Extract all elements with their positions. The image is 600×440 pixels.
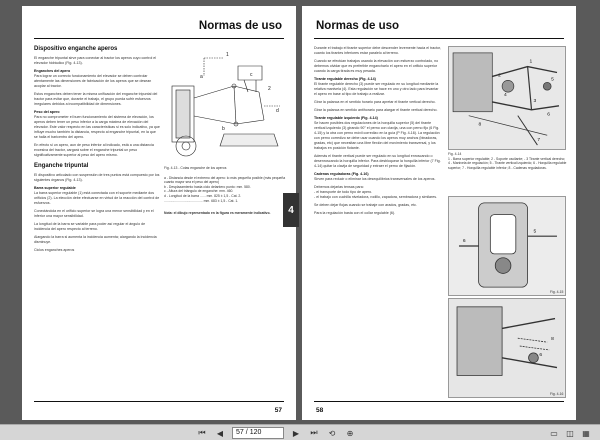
svg-text:7: 7 (537, 138, 541, 144)
figure-legend-item: ......................................... mm. 683 ± 1,5 - Cat. 1. (164, 198, 239, 203)
paragraph: El dispositivo articulado con suspensión de tres puntos está compuesto por los siguientes órganos (Fig. 4-13). (34, 173, 160, 182)
svg-text:8: 8 (478, 122, 482, 128)
paragraph: Sirven para reducir o eliminar los desequilibrios transversales de los aperos. (314, 177, 436, 181)
page-separator: / (245, 429, 248, 436)
figure-4-16-drawing (449, 299, 565, 397)
figure-legend-item: a - Distancia desde el extremo del apero: lo más pequeña posible (más pequeña cuanto mayor sea el peso del apero) (164, 175, 286, 185)
subsection-title: Enganches del apero (34, 69, 71, 73)
figure-4-14-drawing (449, 47, 565, 149)
figure-4-15-drawing (449, 197, 565, 295)
first-page-button[interactable] (196, 427, 208, 439)
figure-4-15-photo (448, 196, 566, 296)
figure-legend: 1 - Barra superior regulable; 2 - Soporte oscilante; - 3 Tirante vertical derecho; 4 - Manivela de regulación; 5 - Tirante vertical izquierdo; 6 - Horquilla regulable superior; 7 - Horquilla regulable inferior; 8 - Cadenas reguladoras. (448, 156, 567, 170)
paragraph: Para no comprometer el buen funcionamiento del sistema de elevación, los aperos deben tener un peso inferior a la carga máxima de elevación del elevador. Este valor respecto en las características si es solo indicativo, ya que influye mucho también la distancia, respecto al enganche tripuntal, en la que se halla el baricentro del apero. (34, 115, 160, 139)
list-item: - el transporte de todo tipo de apero. (314, 190, 373, 194)
figure-legend-item: b - Desplazamiento hasta ciclo delantero punto: mm. 580. (164, 184, 251, 189)
paragraph: Se deben dejar flojas cuando se trabaje con arados, gradas, etc. (314, 203, 417, 207)
page-number-field[interactable] (232, 427, 284, 439)
figure-note: Nota: el dibujo representado en la figura es meramente indicativo. (164, 211, 271, 216)
paragraph: Estos enganches deben tener la misma unificación del enganche tripuntal del tractor para evitar que, durante el trabajo, el grupo pueda sufrir esfuerzos irregulares debidos a incompatibilidad de dimensiones. (34, 92, 158, 106)
svg-text:6: 6 (547, 112, 550, 118)
svg-text:5: 5 (551, 77, 554, 83)
figure-legend-item: c - Altura del triángulo de enganche: mm. 460. (164, 189, 234, 194)
subsection-title: Tirante regulable izquierdo (Fig. 4-14) (314, 116, 378, 120)
zoom-in-button[interactable] (344, 427, 356, 439)
figure-caption-block (164, 166, 288, 216)
paragraph: Además el tirante vertical puede ser regulado en su longitud enroscando o desenroscando la horquilla inferior. Para desbloquear la horquilla inferior (7 Fig. 4-14) quitar la clavija de seguridad y extraer el perno de fijación. (314, 154, 441, 168)
paragraph: Conectándola en el orificio superior se logra una menor sensibilidad y en el inferior una mayor sensibilidad. (34, 209, 154, 218)
svg-text:4: 4 (504, 93, 507, 99)
subsection-title: Barra superior regulable (34, 186, 76, 190)
next-page-button[interactable] (290, 427, 302, 439)
two-page-icon: ◫ (566, 428, 574, 438)
paragraph: Ciclos enganches aperos (34, 248, 75, 252)
paragraph: Para lograr un correcto funcionamiento del elevador se deben controlar atentamente las dimensiones de fabricación de los aperos que se desean acoplar al tractor. (34, 74, 152, 88)
paragraph: El enganche tripuntal sirve para conectar al tractor los aperos cuyo control el elevador hidráulico (Fig. 4-13). (34, 56, 157, 65)
fit-width-button[interactable] (580, 427, 592, 439)
svg-text:b: b (222, 126, 225, 132)
page-header: Normas de uso (316, 20, 400, 32)
figure-4-14-photo (448, 46, 566, 150)
rotate-button[interactable] (326, 427, 338, 439)
zoom-in-icon: ⊕ (346, 428, 354, 438)
viewer-toolbar (0, 424, 600, 440)
previous-page-button[interactable] (214, 427, 226, 439)
section-title: Dispositivo enganche aperos (34, 46, 118, 52)
figure-4-16-photo (448, 298, 566, 398)
paragraph: Cuando se efectúan trabajos usando la elevación con esfuerzo controlado, no debemos olvidar que es preferible engancharlo el apero en el orificio superior cuando la carga tirada es muy pesada. (314, 59, 439, 73)
first-page-icon: ⏮ (198, 428, 206, 437)
paragraph: Para la regulación basta con el collar regulable (6). (314, 211, 396, 215)
right-page (302, 6, 576, 420)
paragraph: Girar la palanca en sentido antihorario para alargar el tirante vertical derecho. (314, 108, 438, 112)
footer-rule (34, 401, 284, 402)
page-header: Normas de uso (198, 20, 282, 32)
header-rule (34, 38, 284, 39)
subsection-title: Cadenas reguladoras (Fig. 4-16) (314, 172, 369, 176)
left-page (22, 6, 296, 420)
paragraph: Durante el trabajo el tirante superior debe descender levemente hacia el tractor, cuanto los tirantes inferiores estar paralelo al terreno. (314, 46, 442, 55)
hitch-diagram-drawing (164, 46, 284, 162)
paragraph: La barra superior regulable (1) está conectada con el soporte mediante dos orificios (2). La elección debe efectuarse en virtud de la reacción del control de esfuerzos. (34, 191, 160, 205)
svg-text:8: 8 (551, 337, 554, 343)
figure-4-15-caption-block (550, 290, 574, 295)
paragraph: Girar la palanca en el sentido horario para apretar el tirante vertical derecho. (314, 100, 436, 104)
paragraph: El tirante regulable derecho (3) puede ser regulado en su longitud mediante la relativa manivela (4). Esta regulación se hace en uno y otro lado para levantar el apero en base al tipo de trabajo a realizar. (314, 82, 439, 96)
footer-rule (314, 401, 564, 402)
subsection-title: Peso del apero (34, 110, 60, 114)
paragraph: Debemos dejarlas tensas para: (314, 185, 364, 189)
paragraph: Se hacen posibles dos regulaciones de la horquilla superior (5) del tirante vertical izquierdo (3) girando 90° el perno con clavija, una con perno fijo (6 Fig. 4-15) y la otra con perno móvil corredizo en la guía (P Fig. 4-16). La regulación con perno corredizo se debe usar cuando los aperos muy anchos (binadoras, gradas, etc) que necesitan una libre flexión del movimiento transversal, y los trabajos en posición flotante. (314, 121, 440, 150)
svg-text:2: 2 (268, 86, 271, 92)
figure-caption: Fig. 4-15 (550, 290, 564, 294)
list-item: - el trabajo con cuchilla niveladora, rodillo, zapadora, sembradora y similares. (314, 195, 438, 199)
svg-text:3: 3 (533, 98, 537, 104)
current-page-input[interactable]: 57 (236, 429, 244, 436)
single-page-view-button[interactable] (548, 427, 560, 439)
next-page-icon: ▶ (292, 428, 300, 438)
paragraph: La longitud de la barra se variable para poder así regular el ángulo de incidencia del apero respecto al terreno. (34, 222, 146, 231)
last-page-button[interactable] (308, 427, 320, 439)
paragraph: Alargando la barra si aumenta la incidencia aumenta; alargando la incidencia disminuye. (34, 235, 157, 244)
two-page-view-button[interactable] (564, 427, 576, 439)
svg-text:6: 6 (539, 352, 543, 358)
subsection-title: Tirante regulable derecho (Fig. 4-14) (314, 77, 376, 81)
figure-caption: Fig. 4-14 (448, 152, 462, 156)
svg-text:2: 2 (498, 73, 501, 79)
svg-text:a: a (200, 74, 203, 80)
section-title: Enganche tripuntal (34, 163, 89, 169)
header-rule (314, 38, 564, 39)
figure-caption: Fig. 4-16 (550, 392, 564, 396)
svg-text:d: d (276, 108, 279, 114)
paragraph: En efecto si un apero, aun de peso inferior al indicado, está a una distancia excesiva del tractor, cargará sobre el enganche tripuntal un peso significativamente superior al peso del apero mismo. (34, 143, 154, 157)
svg-text:5: 5 (533, 229, 537, 235)
figure-4-14-caption-block (448, 152, 568, 170)
total-pages: 120 (249, 429, 262, 436)
left-column (34, 44, 160, 256)
fit-width-icon: ▦ (582, 428, 590, 438)
rotate-icon: ⟲ (328, 428, 336, 438)
svg-text:6: 6 (462, 239, 466, 245)
figure-legend-item: d - Longitud de la barra ...... mm. 825 ± 1,5 - Cat. 2. (164, 193, 242, 198)
page-number: 57 (274, 407, 282, 414)
figure-hitch-diagram (164, 46, 284, 162)
chapter-tab: 4 (283, 193, 299, 227)
figure-caption: Fig. 4-13 - Cotas enganche de los aperos (164, 166, 227, 170)
last-page-icon: ⏭ (310, 428, 318, 437)
svg-text:1: 1 (226, 52, 229, 58)
right-column (314, 46, 442, 219)
svg-text:c: c (250, 72, 253, 78)
single-page-icon: ▭ (550, 428, 558, 438)
page-number: 58 (316, 407, 324, 414)
previous-page-icon: ◀ (216, 428, 224, 438)
figure-4-16-caption-block (550, 392, 574, 397)
svg-text:1: 1 (529, 59, 533, 65)
